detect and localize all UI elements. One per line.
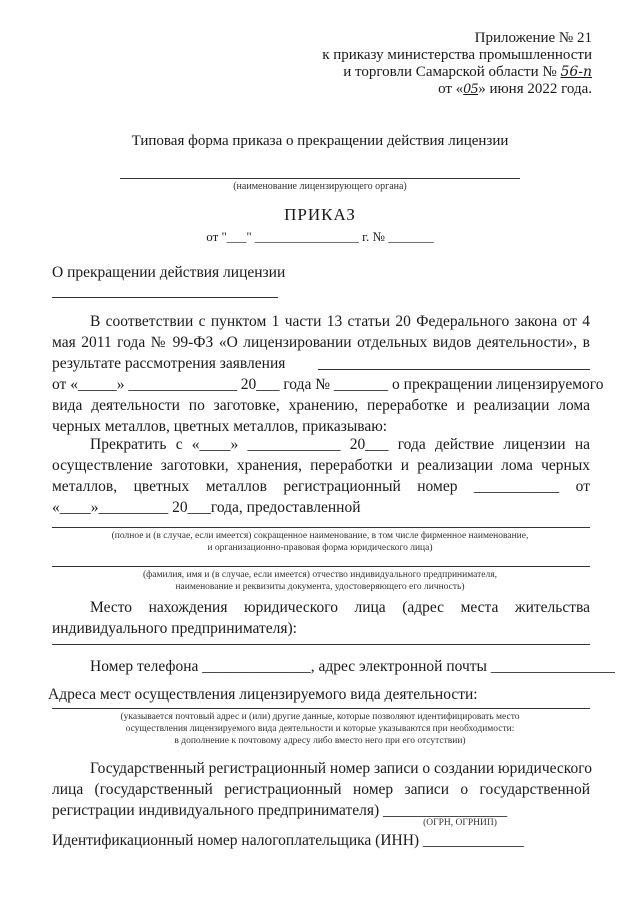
p2-line2: осуществление заготовки, хранения, переработки и реализации лома черных bbox=[52, 457, 590, 474]
p1-line6: черных металлов, цветных металлов, приказываю: bbox=[52, 418, 388, 435]
person-caption-2: наименование и реквизиты документа, удостоверяющего его личность) bbox=[175, 582, 465, 592]
address-caption-1: (указывается почтовый адрес и (или) другие данные, которые позволяют идентифицировать место bbox=[120, 712, 520, 722]
p2-line1: Прекратить с «____» ____________ 20___ года действие лицензии на bbox=[90, 436, 590, 453]
organ-caption: (наименование лицензирующего органа) bbox=[233, 181, 407, 192]
location-line2: индивидуального предпринимателя): bbox=[52, 620, 297, 637]
p2-line4: «____»_________ 20___года, предоставленной bbox=[52, 499, 361, 516]
order-heading: ПРИКАЗ bbox=[284, 205, 356, 224]
p1-line3: результате рассмотрения заявления bbox=[52, 355, 286, 372]
legal-entity-line bbox=[52, 527, 590, 528]
order-subject: О прекращении действия лицензии bbox=[52, 264, 286, 281]
ogrn-caption: (ОГРН, ОГРНИП) bbox=[423, 818, 497, 828]
p1-line5: вида деятельности по заготовке, хранению, переработке и реализации лома bbox=[52, 397, 590, 414]
p1-line1: В соответствии с пунктом 1 части 13 статьи 20 Федерального закона от 4 bbox=[90, 313, 590, 330]
ogrn-line1: Государственный регистрационный номер записи о создании юридического bbox=[90, 760, 592, 777]
address-caption-2: осуществления лицензируемого вида деятельности и которые указываются при необходимости: bbox=[125, 724, 515, 734]
appendix-ministry bbox=[343, 64, 592, 81]
ogrn-line2: лица (государственный регистрационный номер записи о государственной bbox=[52, 781, 590, 798]
order-date-line: от "___" ________________ г. № _______ bbox=[206, 229, 434, 244]
ogrn-line3: регистрации индивидуального предпринимателя) ________________ bbox=[52, 802, 508, 819]
appendix-date bbox=[438, 81, 592, 98]
application-line bbox=[318, 369, 590, 370]
form-title: Типовая форма приказа о прекращении действия лицензии bbox=[131, 133, 509, 149]
appendix-ministry-text: и торговли Самарской области № bbox=[343, 64, 561, 80]
appendix-order-number: 56-п bbox=[560, 64, 592, 80]
subject-line bbox=[52, 297, 278, 298]
appendix-number: Приложение № 21 bbox=[474, 30, 592, 46]
p1-line2: мая 2011 года № 99-ФЗ «О лицензировании отдельных видов деятельности», в bbox=[52, 334, 590, 351]
appendix-date-day: 05 bbox=[463, 81, 479, 97]
person-line bbox=[52, 566, 590, 567]
p2-line3: металлов, цветных металлов регистрационный номер ___________ от bbox=[52, 478, 590, 495]
p1-line4: от «_____» ______________ 20___ года № _______ о прекращении лицензируемого bbox=[52, 376, 604, 393]
inn-line: Идентификационный номер налогоплательщика (ИНН) _____________ bbox=[52, 832, 524, 849]
organ-name-line bbox=[120, 178, 520, 179]
addresses-fill-line bbox=[52, 708, 590, 709]
phone-email-line: Номер телефона ______________, адрес электронной почты ________________ bbox=[90, 658, 615, 675]
appendix-date-suffix: » июня 2022 года. bbox=[478, 81, 592, 97]
location-line1: Место нахождения юридического лица (адрес места жительства bbox=[90, 599, 590, 616]
legal-entity-caption-1: (полное и (в случае, если имеется) сокращенное наименование, в том числе фирменное наименование, bbox=[111, 531, 529, 541]
appendix-date-prefix: от « bbox=[438, 81, 464, 97]
person-caption-1: (фамилия, имя и (в случае, если имеется) отчество индивидуального предпринимателя, bbox=[142, 570, 497, 580]
appendix-ref: к приказу министерства промышленности bbox=[322, 47, 592, 63]
location-fill-line bbox=[52, 644, 590, 645]
legal-entity-caption-2: и организационно-правовая форма юридического лица) bbox=[207, 543, 433, 553]
activity-addresses: Адреса мест осуществления лицензируемого вида деятельности: bbox=[48, 686, 478, 703]
address-caption-3: в дополнение к почтовому адресу либо вместо него при его отсутствии) bbox=[174, 736, 466, 746]
